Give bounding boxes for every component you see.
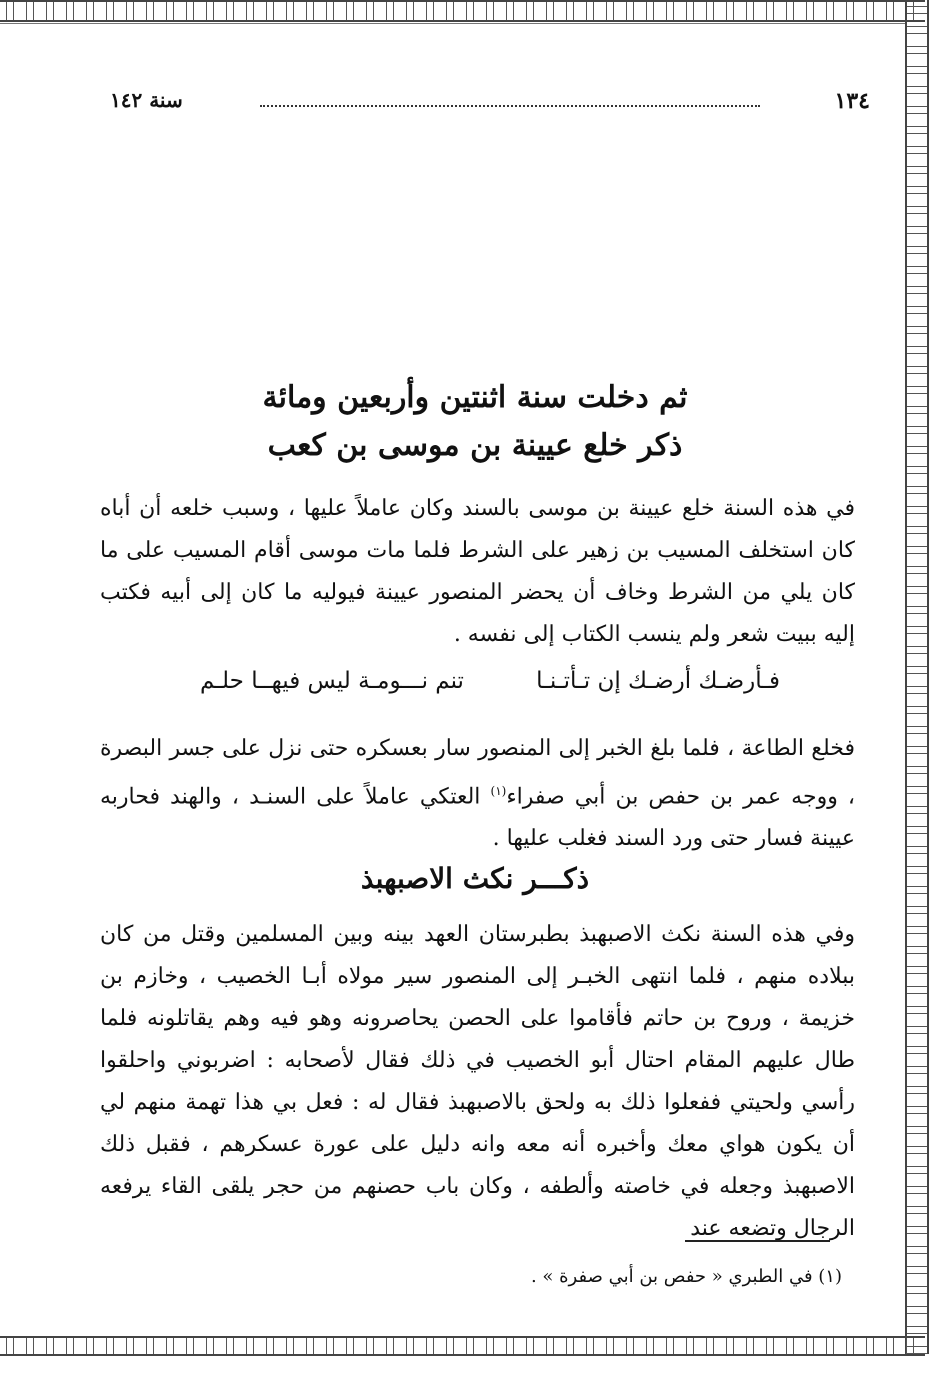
verse-second-hemistich: تنم نـــومـة ليس فيهــا حلـم [200,668,464,694]
page-number: ١٣٤ [834,88,870,114]
footnote: (١) في الطبري « حفص بن أبي صفرة » . [530,1266,842,1287]
decorative-border-top [0,0,925,22]
running-head: سنة ١٤٢ [110,88,183,112]
border-inner-line [0,23,905,24]
paragraph-text: العتكي عاملاً على السنـد ، والهند فحاربه عيينة فسار حتى ورد السند فغلب عليها . [100,784,855,852]
footnote-rule [685,1240,830,1242]
decorative-border-right [905,0,929,1354]
section-heading-ispahbadh: ذكـــر نكث الاصبهبذ [360,862,590,895]
header-dotted-leader [260,105,760,107]
paragraph-uyayna: في هذه السنة خلع عيينة بن موسى بالسند وكان عاملاً عليها ، وسبب خلعه أن أباه كان استخلف المسيب بن زهير على الشرط فلما مات موسى أقام المسيب على ما كان يلي من الشرط وخاف أن يحضر المنصور عيينة فيوليه ما كان إلى أبيه فكتب إليه ببيت شعر ولم ينسب الكتاب إلى نفسه . [100,496,855,647]
section-heading-uyayna: ذكر خلع عيينة بن موسى بن كعب [267,428,683,463]
paragraph-ispahbadh: وفي هذه السنة نكث الاصبهبذ بطبرستان العهد بينه وبين المسلمين وقتل من كان ببلاده منهم ، فلما انتهى الخبـر إلى المنصور سير مولاه أبـا الخصيب ، وخازم بن خزيمة ، وروح بن حاتم فأقاموا على الحصن يحاصرونه وهو فيه وهم يقاتلونه فلما طال عليهم المقام احتال أبو الخصيب في ذلك فقال لأصحابه : اضربوني واحلقوا رأسي ولحيتي ففعلوا ذلك به ولحق بالاصبهبذ فقال له : فعل بي هذا تهمة منهم لي أن يكون هواي معك وأخبره أنه معه وانه دليل على عورة عسكرهم ، فقبل ذلك الاصبهبذ وجعله في خاصته وألطفه ، وكان باب حصنهم من حجر يلقى القاء يرفعه الرجال وتضعه عند [100,922,855,1241]
poetry-verse [180,668,780,708]
year-heading: ثم دخلت سنة اثنتين وأربعين ومائة [262,380,688,415]
page-header [110,88,870,118]
paragraph-text: فخلع الطاعة ، فلما بلغ الخبر إلى المنصور سار بعسكره حتى نزل على جسر البصرة ، ووجه عمر بن حفص بن أبي صفراء [100,736,855,810]
footnote-marker: (١) [490,784,507,798]
verse-first-hemistich: فـأرضـك أرضـك إن تـأتـنـا [536,668,780,694]
decorative-border-bottom [0,1336,925,1356]
paragraph-revolt [100,728,855,860]
